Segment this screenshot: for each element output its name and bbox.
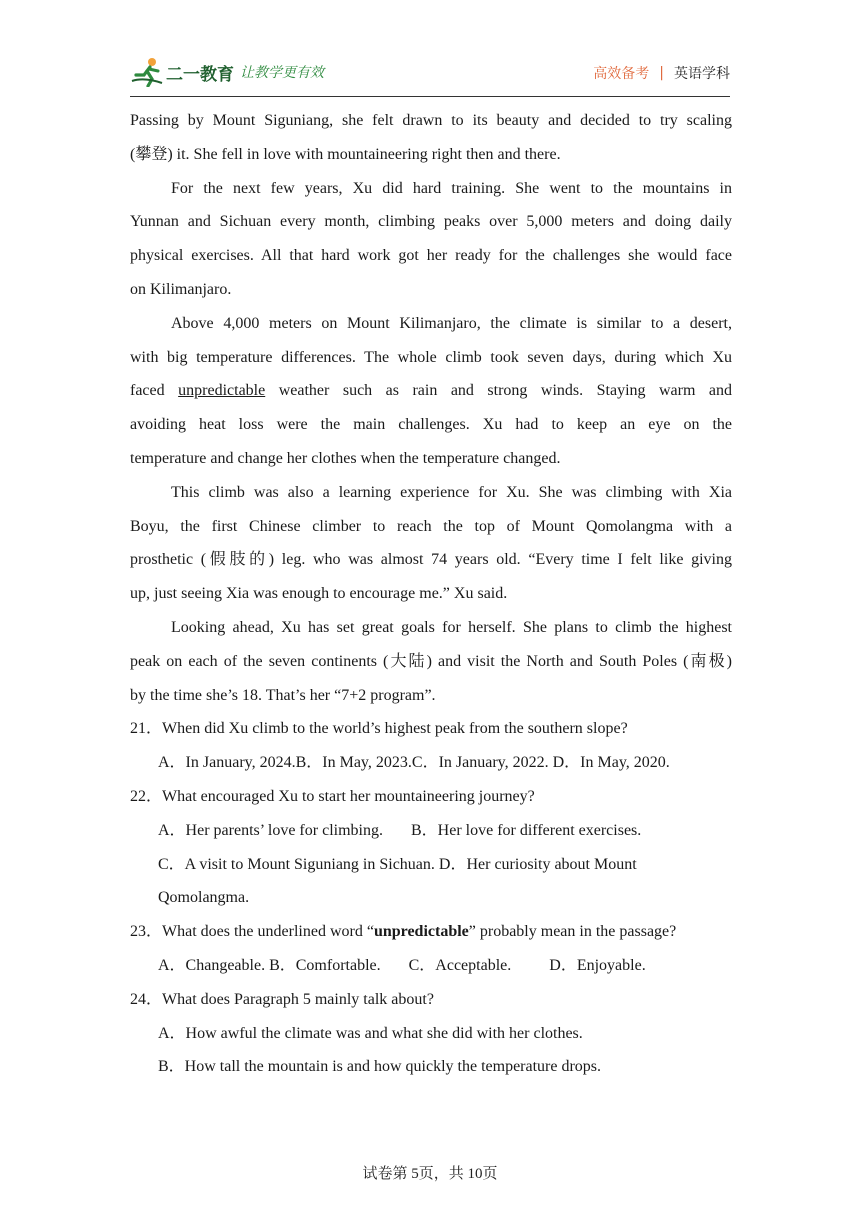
logo (130, 55, 324, 89)
question-text: 23．What does the underlined word “ (130, 923, 374, 941)
passage-text: weather such as rain and strong winds. Staying warm and (278, 382, 733, 400)
header-separator: | (659, 65, 664, 81)
passage-line: For the next few years, Xu did hard training. She went to the mountains in (171, 179, 732, 197)
option-a: A．Her parents’ love for climbing. (158, 821, 383, 839)
question-24: 24．What does Paragraph 5 mainly talk about? (130, 990, 434, 1008)
page-footer: 试卷第 5页，共 10页 (362, 1166, 498, 1182)
question-21-options: A．In January, 2024.B．In May, 2023.C．In January, 2022. D．In May, 2020. (158, 754, 670, 772)
header-subject (593, 63, 730, 83)
header-tag-exam: 高效备考 (593, 66, 650, 82)
option-b: B．Her love for different exercises. (410, 821, 642, 839)
passage-line: on Kilimanjaro. (130, 280, 232, 298)
option-ab: A．Changeable. B．Comfortable. (158, 956, 381, 974)
underlined-word: unpredictable (178, 382, 266, 400)
logo-text: 二一教育 (166, 64, 234, 84)
question-22: 22．What encouraged Xu to start her mountaineering journey? (130, 787, 535, 805)
bold-word: unpredictable (373, 923, 469, 941)
passage-line: (攀登) it. She fell in love with mountaineering right then and there. (130, 145, 561, 163)
passage-line: peak on each of the seven continents (大陆) and visit the North and South Poles (南极) (130, 652, 732, 670)
question-24-option-a: A．How awful the climate was and what she did with her clothes. (158, 1024, 583, 1042)
question-23-options (130, 949, 732, 983)
passage-line: Looking ahead, Xu has set great goals for herself. She plans to climb the highest (171, 618, 732, 636)
passage-line: Yunnan and Sichuan every month, climbing peaks over 5,000 meters and doing daily (130, 213, 732, 231)
passage-line: Boyu, the first Chinese climber to reach the top of Mount Qomolangma with a (130, 517, 732, 535)
passage-line: Passing by Mount Siguniang, she felt drawn to its beauty and decided to try scaling (130, 112, 732, 129)
option-c: C．Acceptable. (408, 956, 512, 974)
passage-line-underlined-word (130, 374, 732, 408)
header-tag-subject: 英语学科 (674, 66, 730, 82)
logo-slogan: 让教学更有效 (240, 65, 324, 81)
question-text: ” probably mean in the passage? (468, 923, 677, 941)
passage-line: prosthetic (假肢的) leg. who was almost 74 years old. “Every time I felt like giving (130, 551, 732, 569)
document-body (130, 104, 732, 1084)
passage-line: physical exercises. All that hard work got her ready for the challenges she would face (130, 247, 732, 265)
question-24-option-b: B．How tall the mountain is and how quickly the temperature drops. (158, 1058, 602, 1076)
passage-line: by the time she’s 18. That’s her “7+2 program”. (130, 686, 436, 704)
page-header (130, 50, 730, 97)
question-21: 21．When did Xu climb to the world’s highest peak from the southern slope? (130, 720, 628, 738)
passage-line: up, just seeing Xia was enough to encourage me.” Xu said. (130, 585, 508, 603)
runner-logo-icon (130, 57, 164, 87)
question-22-options-ab (130, 814, 732, 848)
question-22-options-cd: C．A visit to Mount Siguniang in Sichuan. D．Her curiosity about Mount (158, 855, 637, 873)
option-d: D．Enjoyable. (549, 956, 646, 974)
passage-line: temperature and change her clothes when the temperature changed. (130, 449, 561, 467)
question-22-option-d-cont: Qomolangma. (158, 889, 250, 907)
passage-line: with big temperature differences. The whole climb took seven days, during which Xu (130, 348, 732, 366)
passage-line: Above 4,000 meters on Mount Kilimanjaro, the climate is similar to a desert, (171, 314, 732, 332)
passage-text: faced (130, 382, 165, 400)
passage-line: This climb was also a learning experience for Xu. She was climbing with Xia (171, 483, 732, 501)
question-23 (130, 915, 732, 949)
passage-line: avoiding heat loss were the main challenges. Xu had to keep an eye on the (130, 416, 732, 434)
